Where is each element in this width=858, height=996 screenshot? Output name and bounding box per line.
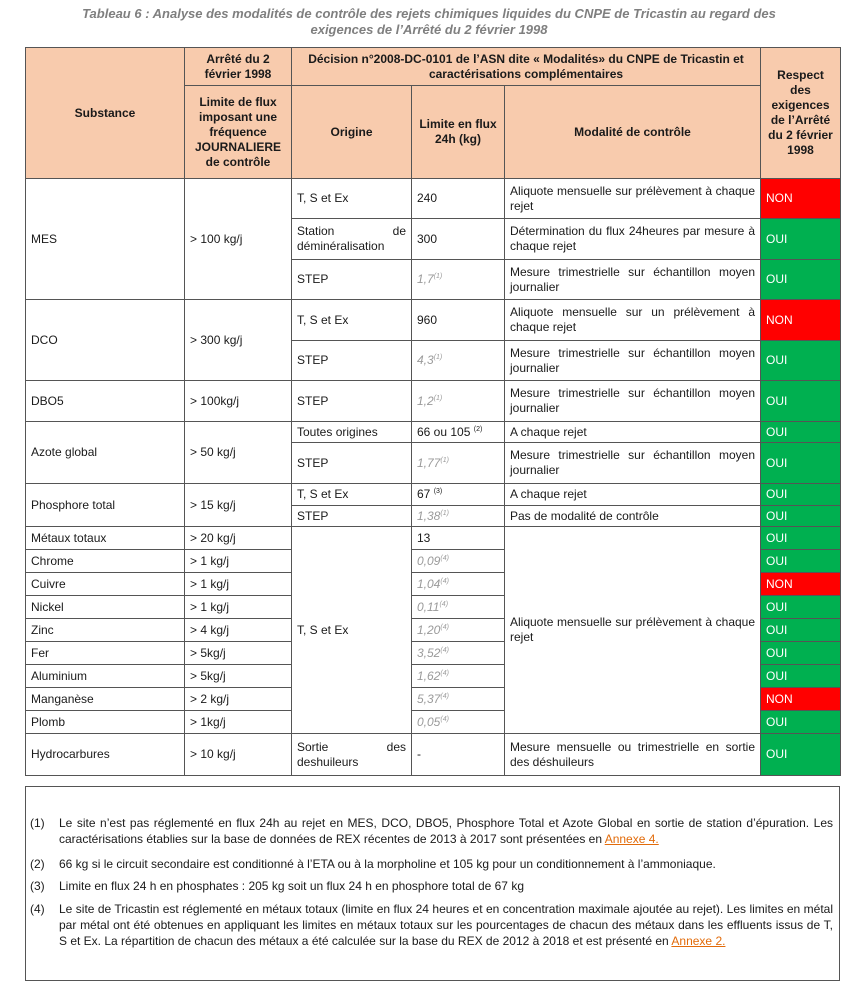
respect-cell: NON <box>761 573 841 596</box>
substance-cell: Plomb <box>26 711 185 734</box>
respect-cell: OUI <box>761 219 841 260</box>
limite-cell: 1,04$^{(4)}$ <box>412 573 505 596</box>
substance-cell: Zinc <box>26 619 185 642</box>
header-origine: Origine <box>292 86 412 179</box>
header-decision-group: Décision n°2008-DC-0101 de l’ASN dite « Modalités» du CNPE de Tricastin et caractérisations complémentaires <box>292 48 761 86</box>
respect-cell: OUI <box>761 619 841 642</box>
table-row <box>26 484 841 506</box>
limit-cell: > 1 kg/j <box>185 596 292 619</box>
substance-cell: Chrome <box>26 550 185 573</box>
table-body <box>26 179 841 776</box>
substance-cell: Cuivre <box>26 573 185 596</box>
modalite-cell: Pas de modalité de contrôle <box>505 506 761 527</box>
table-row <box>26 381 841 422</box>
limite-cell: 1,20$^{(4)}$ <box>412 619 505 642</box>
respect-cell: OUI <box>761 665 841 688</box>
caption-line-1: Tableau 6 : Analyse des modalités de contrôle des rejets chimiques liquides du CNPE de Tricastin au regard des <box>82 6 776 21</box>
header-limit-flux: Limite de flux imposant une fréquence JOURNALIERE de contrôle <box>185 86 292 179</box>
table-row <box>26 422 841 443</box>
limite-cell: 1,7$^{(1)}$ <box>412 260 505 300</box>
limite-cell: 66 ou 105 $^{(2)}$ <box>412 422 505 443</box>
substance-cell: MES <box>26 179 185 300</box>
modalite-cell: A chaque rejet <box>505 422 761 443</box>
limit-cell: > 10 kg/j <box>185 734 292 776</box>
respect-cell: NON <box>761 300 841 341</box>
metals-modalite-cell: Aliquote mensuelle sur prélèvement à chaque rejet <box>505 527 761 734</box>
annexe-2-link[interactable]: Annexe 2. <box>671 934 726 948</box>
table-caption <box>0 6 858 38</box>
limite-cell: 960 <box>412 300 505 341</box>
origine-cell: Station de déminéralisation <box>292 219 412 260</box>
limite-cell: 1,62$^{(4)}$ <box>412 665 505 688</box>
limite-cell: 1,2$^{(1)}$ <box>412 381 505 422</box>
limite-cell: 300 <box>412 219 505 260</box>
limite-cell: 13 <box>412 527 505 550</box>
header-respect: Respect des exigences de l’Arrêté du 2 février 1998 <box>761 48 841 179</box>
substance-cell: Azote global <box>26 422 185 484</box>
limite-cell: 1,77$^{(1)}$ <box>412 443 505 484</box>
substance-cell: Nickel <box>26 596 185 619</box>
substance-cell: Hydrocarbures <box>26 734 185 776</box>
respect-cell: NON <box>761 179 841 219</box>
limit-cell: > 50 kg/j <box>185 422 292 484</box>
table-row <box>26 734 841 776</box>
origine-cell: T, S et Ex <box>292 179 412 219</box>
modalite-cell: Aliquote mensuelle sur prélèvement à chaque rejet <box>505 179 761 219</box>
respect-cell: OUI <box>761 527 841 550</box>
limit-cell: > 1kg/j <box>185 711 292 734</box>
caption-line-2: exigences de l’Arrêté du 2 février 1998 <box>310 22 548 37</box>
limite-cell: 1,38$^{(1)}$ <box>412 506 505 527</box>
limite-cell: 3,52$^{(4)}$ <box>412 642 505 665</box>
limit-cell: > 100 kg/j <box>185 179 292 300</box>
modalite-cell: Mesure trimestrielle sur échantillon moyen journalier <box>505 260 761 300</box>
substance-cell: Métaux totaux <box>26 527 185 550</box>
header-limite-24h: Limite en flux 24h (kg) <box>412 86 505 179</box>
respect-cell: OUI <box>761 341 841 381</box>
origine-cell: STEP <box>292 381 412 422</box>
modalite-cell: Mesure trimestrielle sur échantillon moyen journalier <box>505 341 761 381</box>
respect-cell: OUI <box>761 443 841 484</box>
respect-cell: OUI <box>761 642 841 665</box>
origine-cell: T, S et Ex <box>292 484 412 506</box>
respect-cell: OUI <box>761 734 841 776</box>
respect-cell: OUI <box>761 596 841 619</box>
origine-cell: STEP <box>292 341 412 381</box>
limite-cell: 0,11$^{(4)}$ <box>412 596 505 619</box>
limit-cell: > 15 kg/j <box>185 484 292 527</box>
substance-cell: DCO <box>26 300 185 381</box>
modalite-cell: Détermination du flux 24heures par mesure à chaque rejet <box>505 219 761 260</box>
limit-cell: > 2 kg/j <box>185 688 292 711</box>
modalite-cell: Aliquote mensuelle sur un prélèvement à chaque rejet <box>505 300 761 341</box>
limite-cell: 5,37$^{(4)}$ <box>412 688 505 711</box>
limit-cell: > 1 kg/j <box>185 573 292 596</box>
substance-cell: Aluminium <box>26 665 185 688</box>
table-row <box>26 300 841 341</box>
limit-cell: > 1 kg/j <box>185 550 292 573</box>
origine-cell: Toutes origines <box>292 422 412 443</box>
limit-cell: > 5kg/j <box>185 642 292 665</box>
limite-cell: 0,09$^{(4)}$ <box>412 550 505 573</box>
origine-cell: T, S et Ex <box>292 300 412 341</box>
header-substance: Substance <box>26 48 185 179</box>
substance-cell: Fer <box>26 642 185 665</box>
limit-cell: > 4 kg/j <box>185 619 292 642</box>
header-modalite: Modalité de contrôle <box>505 86 761 179</box>
limite-cell: 0,05$^{(4)}$ <box>412 711 505 734</box>
metals-origine-cell: T, S et Ex <box>292 527 412 734</box>
limit-cell: > 300 kg/j <box>185 300 292 381</box>
respect-cell: OUI <box>761 550 841 573</box>
respect-cell: OUI <box>761 260 841 300</box>
modalite-cell: A chaque rejet <box>505 484 761 506</box>
respect-cell: OUI <box>761 484 841 506</box>
header-arrete-group: Arrêté du 2 février 1998 <box>185 48 292 86</box>
modalite-cell: Mesure mensuelle ou trimestrielle en sortie des déshuileurs <box>505 734 761 776</box>
limit-cell: > 5kg/j <box>185 665 292 688</box>
limite-cell: 67 $^{(3)}$ <box>412 484 505 506</box>
respect-cell: OUI <box>761 422 841 443</box>
respect-cell: NON <box>761 688 841 711</box>
footnotes-box: (1) Le site n’est pas réglementé en flux 24h au rejet en MES, DCO, DBO5, Phosphore Total et Azote Global en sortie de station d’épuration. Les caractérisations établies sur la base de données de REX récentes de 2013 à 2017 sont présentées en Annexe 4. (2) 66 kg si le circuit secondaire est conditionné à l’ETA ou à la morpholine et 105 kg pour un conditionnement à l’ammoniaque. (3) Limite en flux 24 h en phosphates : 205 kg soit un flux 24 h en phosphore total de 67 kg (4) Le site de Tricastin est réglementé en métaux totaux (limite en flux 24 heures et en concentration maximale ajoutée au rejet). Les limites en métal par métal ont été obtenues en appliquant les limites en métaux totaux sur les pourcentages de chacun des métaux dans les effluents issus de T, S et Ex. La répartition de chacun des métaux a été calculée sur la base du REX de 2012 à 2018 et est présenté en Annexe 2. <box>25 786 840 981</box>
limite-cell: - <box>412 734 505 776</box>
limite-cell: 4,3$^{(1)}$ <box>412 341 505 381</box>
modalite-cell: Mesure trimestrielle sur échantillon moyen journalier <box>505 443 761 484</box>
substance-cell: Manganèse <box>26 688 185 711</box>
respect-cell: OUI <box>761 711 841 734</box>
table-row <box>26 527 841 550</box>
substance-cell: DBO5 <box>26 381 185 422</box>
substance-cell: Phosphore total <box>26 484 185 527</box>
limite-cell: 240 <box>412 179 505 219</box>
origine-cell: STEP <box>292 506 412 527</box>
respect-cell: OUI <box>761 506 841 527</box>
origine-cell: STEP <box>292 260 412 300</box>
control-modalities-table <box>25 47 841 776</box>
limit-cell: > 20 kg/j <box>185 527 292 550</box>
modalite-cell: Mesure trimestrielle sur échantillon moyen journalier <box>505 381 761 422</box>
origine-cell: Sortie des deshuileurs <box>292 734 412 776</box>
table-row <box>26 179 841 219</box>
respect-cell: OUI <box>761 381 841 422</box>
limit-cell: > 100kg/j <box>185 381 292 422</box>
annexe-4-link[interactable]: Annexe 4. <box>604 832 659 846</box>
origine-cell: STEP <box>292 443 412 484</box>
